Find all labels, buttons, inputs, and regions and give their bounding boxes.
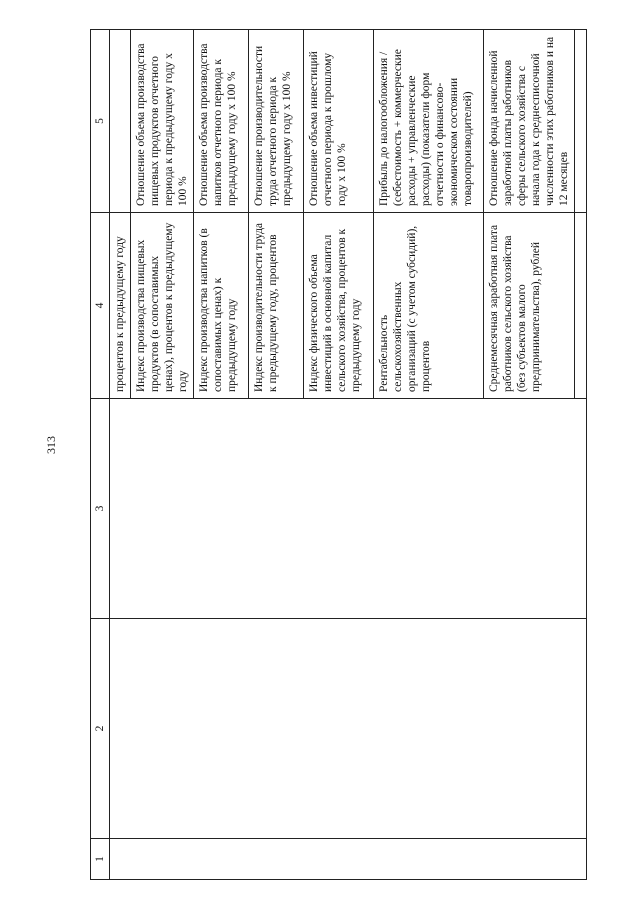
calculation-method: Отношение производительности труда отчетного периода к предыдущему году х 100 % xyxy=(249,30,304,213)
table-cell xyxy=(110,619,587,839)
indicators-table xyxy=(90,29,587,880)
indicator-name: Рентабельность сельскохозяйственных организаций (с учетом субсидий), процентов xyxy=(374,213,484,399)
calculation-method: Отношение объема производства пищевых продуктов отчетного периода к предыдущему году х 100 % xyxy=(131,30,194,213)
indicator-name: процентов к предыдущему году xyxy=(110,213,131,399)
table-header-row xyxy=(91,30,110,880)
indicator-name: Среднемесячная заработная плата работников сельского хозяйства (без субъектов малого предпринимательства), рублей xyxy=(484,213,575,399)
table-cell xyxy=(575,213,587,399)
table-cell xyxy=(110,839,587,880)
indicator-name: Индекс производства пищевых продуктов (в сопоставимых ценах), процентов к предыдущему году xyxy=(131,213,194,399)
calculation-method: Отношение объема производства напитков отчетного периода к предыдущему году х 100 % xyxy=(194,30,249,213)
indicator-name: Индекс физического объема инвестиций в основной капитал сельского хозяйства, процентов к предыдущему году xyxy=(304,213,374,399)
column-header-5: 5 xyxy=(91,30,110,213)
indicator-name: Индекс производительности труда к предыдущему году, процентов xyxy=(249,213,304,399)
calculation-method xyxy=(110,30,131,213)
page-number: 313 xyxy=(44,436,58,454)
column-header-3: 3 xyxy=(91,399,110,619)
calculation-method: Отношение фонда начисленной заработной платы работников сферы сельского хозяйства с начала года к среднесписочной численности этих работников и на 12 месяцев xyxy=(484,30,575,213)
table-cell xyxy=(110,399,587,619)
calculation-method: Отношение объема инвестиций отчетного периода к прошлому году х 100 % xyxy=(304,30,374,213)
rotated-page-content xyxy=(90,30,580,880)
table-cell xyxy=(575,30,587,213)
column-header-2: 2 xyxy=(91,619,110,839)
column-header-1: 1 xyxy=(91,839,110,880)
table-row xyxy=(110,30,131,880)
indicator-name: Индекс производства напитков (в сопоставимых ценах) к предыдущему году xyxy=(194,213,249,399)
calculation-method: Прибыль до налогообложения / (себестоимость + коммерческие расходы + управленческие расходы) (показатели форм отчетности о финансово-экономическом состоянии товаропроизводителей) xyxy=(374,30,484,213)
column-header-4: 4 xyxy=(91,213,110,399)
